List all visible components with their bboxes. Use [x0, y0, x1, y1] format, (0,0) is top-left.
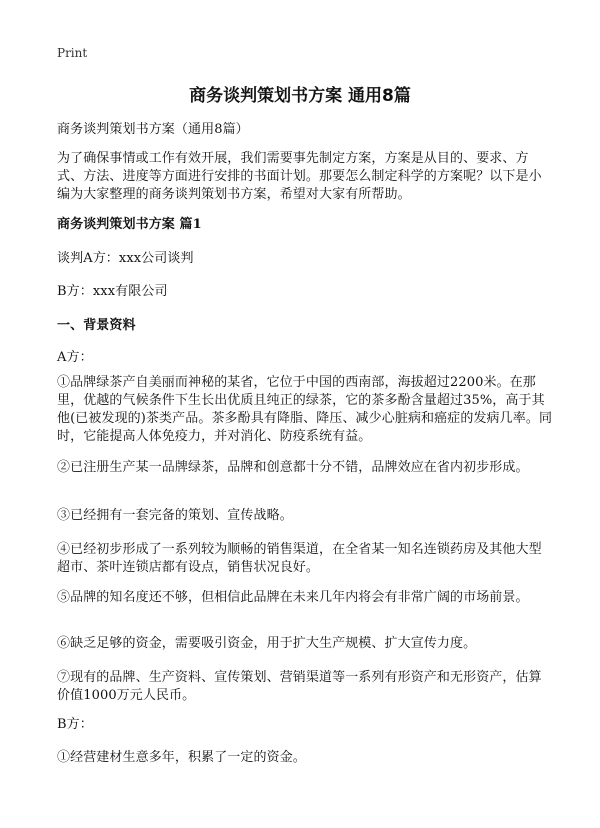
print-label: Print	[57, 46, 88, 60]
intro-paragraph: 为了确保事情或工作有效开展，我们需要事先制定方案，方案是从目的、要求、方式、方法、进度等方面进行安排的书面计划。那要怎么制定科学的方案呢？以下是小编为大家整理的商务谈判策划书方案，希望对大家有所帮助。	[57, 151, 542, 202]
a-item-6: ⑥缺乏足够的资金，需要吸引资金，用于扩大生产规模、扩大宣传力度。	[57, 636, 477, 651]
background-heading: 一、背景资料	[57, 318, 136, 333]
subtitle: 商务谈判策划书方案（通用8篇）	[57, 122, 249, 137]
section-title: 商务谈判策划书方案 篇1	[57, 217, 202, 232]
a-item-5: ⑤品牌的知名度还不够，但相信此品牌在未来几年内将会有非常广阔的市场前景。	[57, 590, 529, 605]
a-item-2: ②已注册生产某一品牌绿茶，品牌和创意都十分不错，品牌效应在省内初步形成。	[57, 460, 529, 475]
b-label: B方：	[57, 717, 93, 732]
a-item-7: ⑦现有的品牌、生产资料、宣传策划、营销渠道等一系列有形资产和无形资产，估算价值1000万元人民币。	[57, 670, 542, 703]
party-b-line: B方：xxx有限公司	[57, 284, 168, 299]
a-label: A方：	[57, 350, 93, 365]
a-item-4: ④已经初步形成了一系列较为顺畅的销售渠道，在全省某一知名连锁药房及其他大型超市、茶叶连锁店都有设点，销售状况良好。	[57, 542, 542, 575]
party-a-line: 谈判A方：xxx公司谈判	[57, 251, 194, 266]
document-title: 商务谈判策划书方案 通用8篇	[189, 86, 411, 106]
a-item-1: ①品牌绿茶产自美丽而神秘的某省，它位于中国的西南部，海拔超过2200米。在那里，优越的气候条件下生长出优质且纯正的绿茶，它的茶多酚含量超过35%，高于其他(已被发现的)茶类产品。茶多酚具有降脂、降压、减少心脏病和癌症的发病几率。同时，它能提高人体免疫力，并对消化、防疫系统有益。	[57, 375, 553, 444]
a-item-3: ③已经拥有一套完备的策划、宣传战略。	[57, 508, 293, 523]
b-item-1: ①经营建材生意多年，积累了一定的资金。	[57, 750, 306, 765]
